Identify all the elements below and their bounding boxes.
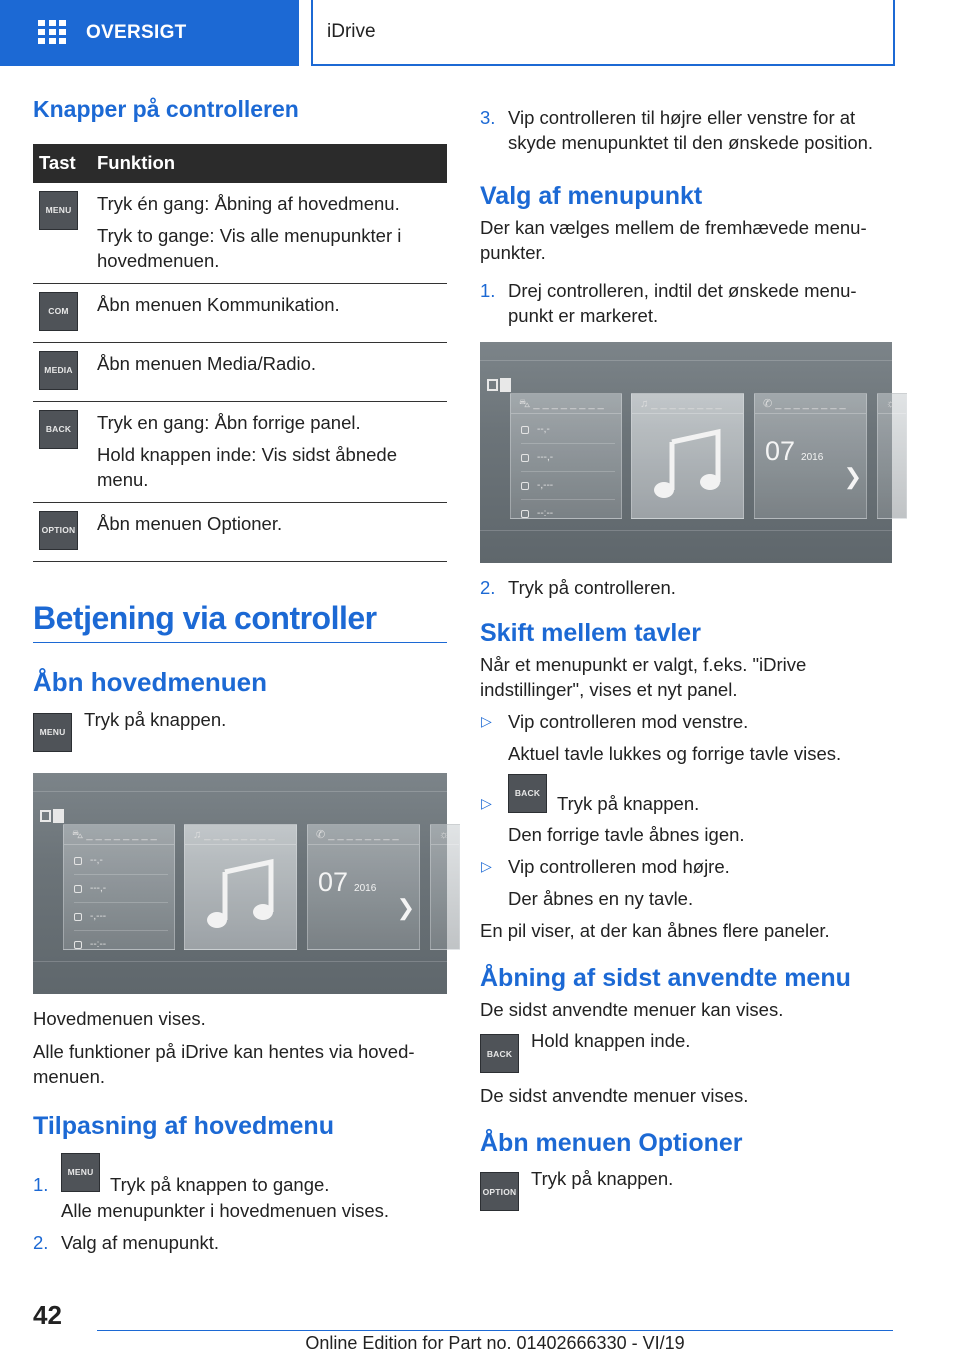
range-icon bbox=[521, 482, 529, 490]
table-row bbox=[33, 342, 447, 401]
tile-value: --:-- bbox=[90, 938, 107, 950]
options-instruction bbox=[480, 1168, 892, 1211]
menu-button[interactable]: MENU bbox=[61, 1153, 100, 1192]
back-button[interactable]: BACK bbox=[480, 1034, 519, 1073]
switch-text: Når et menupunkt er valgt, f.eks. "iDrive indstillinger", vises et nyt panel. bbox=[480, 654, 807, 700]
left-column bbox=[33, 96, 450, 1255]
car-icon: ⛍ _ _ _ _ _ _ _ _ bbox=[64, 825, 174, 845]
music-note-icon bbox=[201, 860, 281, 932]
main-menu-shown: Hovedmenuen vises. bbox=[33, 1007, 206, 1029]
step-number: 1. bbox=[33, 1173, 49, 1195]
com-button[interactable]: COM bbox=[39, 292, 78, 331]
speed-icon bbox=[74, 885, 82, 893]
date-display: 07 2016 bbox=[318, 866, 377, 897]
chevron-right-icon: ❯ bbox=[843, 464, 862, 489]
recent-key-text: Hold knappen inde. bbox=[531, 1030, 691, 1051]
page-header bbox=[0, 0, 960, 66]
recent-text: De sidst anvendte menuer kan vises. bbox=[480, 999, 784, 1020]
list-item bbox=[33, 1230, 447, 1255]
tile-value: ---,- bbox=[90, 882, 107, 894]
phone-icon: ✆ _ _ _ _ _ _ _ _ bbox=[755, 394, 866, 414]
right-column bbox=[480, 105, 897, 1211]
select-menu-screenshot bbox=[480, 342, 897, 563]
tile-value: --,- bbox=[90, 854, 103, 866]
bullet-text: Tryk på knappen. bbox=[557, 793, 700, 814]
chapter-header-title: iDrive bbox=[311, 0, 895, 66]
footer-divider bbox=[97, 1330, 893, 1331]
main-menu-functions: Alle funktioner på iDrive kan hentes via hoved-menuen. bbox=[33, 1040, 415, 1087]
tiles-icon bbox=[487, 376, 513, 394]
tiles-icon bbox=[40, 807, 66, 825]
section-title-customize-main-menu: Tilpasning af hovedmenu bbox=[33, 1111, 334, 1140]
section-title-select-menu-item: Valg af menupunkt bbox=[480, 182, 703, 210]
music-note-icon bbox=[648, 430, 728, 502]
list-item bbox=[480, 774, 892, 847]
clock-icon bbox=[74, 941, 82, 949]
triangle-bullet-icon: ▷ bbox=[481, 858, 492, 874]
table-header-function: Funktion bbox=[91, 144, 447, 183]
communication-tile[interactable] bbox=[754, 393, 867, 519]
tile-value: --:-- bbox=[537, 508, 554, 519]
fuel-icon bbox=[74, 857, 82, 865]
step-number: 2. bbox=[480, 577, 496, 598]
list-item bbox=[480, 105, 892, 155]
section-title-controller-buttons: Knapper på controlleren bbox=[33, 96, 299, 122]
list-item bbox=[33, 1153, 447, 1223]
menu-button[interactable]: MENU bbox=[33, 713, 72, 752]
speed-icon bbox=[521, 454, 529, 462]
table-row bbox=[33, 502, 447, 561]
tile-value: -,--- bbox=[90, 910, 107, 922]
media-button[interactable]: MEDIA bbox=[39, 351, 78, 390]
buttons-table bbox=[33, 144, 447, 562]
table-cell: Tryk en gang: Åbn forrige panel. bbox=[97, 411, 361, 433]
section-title-open-main-menu: Åbn hovedmenuen bbox=[33, 667, 268, 698]
vehicle-info-tile[interactable] bbox=[63, 824, 175, 950]
step-text: Vip controlleren til højre eller venstre for at skyde menupunktet til den ønskede position. bbox=[508, 107, 874, 153]
range-icon bbox=[74, 913, 82, 921]
bullet-text: Vip controlleren mod højre. bbox=[508, 856, 730, 877]
table-header-row bbox=[33, 144, 447, 183]
menu-button[interactable]: MENU bbox=[39, 191, 78, 230]
bullet-subtext: Den forrige tavle åbnes igen. bbox=[508, 824, 745, 845]
bullet-subtext: Aktuel tavle lukkes og forrige tavle vises. bbox=[508, 743, 842, 764]
options-text: Tryk på knappen. bbox=[531, 1168, 674, 1189]
table-row bbox=[33, 401, 447, 502]
open-main-instruction bbox=[33, 708, 447, 752]
triangle-bullet-icon: ▷ bbox=[481, 795, 492, 811]
option-button[interactable]: OPTION bbox=[480, 1172, 519, 1211]
back-button[interactable]: BACK bbox=[508, 774, 547, 813]
table-row bbox=[33, 183, 447, 284]
step-text: Tryk på knappen to gange. bbox=[110, 1173, 330, 1195]
select-text: Der kan vælges mellem de fremhævede menu-punkter. bbox=[480, 217, 867, 263]
table-cell: Tryk én gang: Åbning af hovedmenu. bbox=[97, 192, 400, 214]
option-button[interactable]: OPTION bbox=[39, 511, 78, 550]
table-cell: Åbn menuen Media/Radio. bbox=[97, 352, 317, 374]
settings-icon: ☼ bbox=[431, 825, 459, 845]
recent-after: De sidst anvendte menuer vises. bbox=[480, 1085, 749, 1106]
list-item bbox=[480, 854, 892, 911]
step-number: 2. bbox=[33, 1231, 49, 1253]
tile-value: ---,- bbox=[537, 452, 554, 463]
table-cell: Hold knappen inde: Vis sidst åbnede menu. bbox=[97, 443, 397, 490]
tile-value: -,--- bbox=[537, 480, 554, 491]
bullet-subtext: Der åbnes en ny tavle. bbox=[508, 888, 694, 909]
phone-icon: ✆ _ _ _ _ _ _ _ _ bbox=[308, 825, 419, 845]
chapter-title: Betjening via controller bbox=[33, 599, 377, 636]
section-title-options-menu: Åbn menuen Optioner bbox=[480, 1129, 743, 1157]
car-icon: ⛍ _ _ _ _ _ _ _ _ bbox=[511, 394, 621, 414]
step-text: Valg af menupunkt. bbox=[61, 1231, 220, 1253]
clock-icon bbox=[521, 510, 529, 518]
list-item bbox=[480, 575, 892, 600]
step-subtext: Alle menupunkter i hovedmenuen vises. bbox=[61, 1199, 390, 1221]
step-number: 3. bbox=[480, 107, 496, 128]
table-cell: Åbn menuen Optioner. bbox=[97, 512, 283, 534]
settings-icon: ☼ bbox=[878, 394, 906, 414]
next-tile[interactable] bbox=[877, 393, 907, 519]
communication-tile[interactable] bbox=[307, 824, 420, 950]
vehicle-info-tile[interactable] bbox=[510, 393, 622, 519]
back-button[interactable]: BACK bbox=[39, 410, 78, 449]
date-display: 07 2016 bbox=[765, 436, 824, 466]
step-number: 1. bbox=[480, 280, 496, 301]
step-text: Drej controlleren, indtil det ønskede menu-punkt er markeret. bbox=[508, 280, 857, 326]
fuel-icon bbox=[521, 426, 529, 434]
step-text: Tryk på controlleren. bbox=[508, 577, 676, 598]
next-tile[interactable] bbox=[430, 824, 460, 950]
triangle-bullet-icon: ▷ bbox=[481, 713, 492, 729]
open-main-text: Tryk på knappen. bbox=[84, 708, 227, 730]
table-cell: Åbn menuen Kommunikation. bbox=[97, 293, 340, 315]
table-header-key: Tast bbox=[33, 144, 91, 183]
music-note-icon: ♫ _ _ _ _ _ _ _ _ bbox=[632, 394, 743, 414]
tile-value: --,- bbox=[537, 424, 550, 435]
section-title-switch-panels: Skift mellem tavler bbox=[480, 619, 701, 647]
overview-tab-label: OVERSIGT bbox=[86, 22, 187, 43]
chevron-right-icon: ❯ bbox=[396, 894, 415, 920]
list-item bbox=[480, 709, 892, 766]
chapter-divider bbox=[33, 642, 447, 643]
recent-instruction bbox=[480, 1030, 892, 1073]
main-menu-screenshot bbox=[33, 773, 450, 994]
overview-tab[interactable] bbox=[0, 0, 299, 66]
list-item bbox=[480, 278, 892, 328]
arrow-text: En pil viser, at der kan åbnes flere paneler. bbox=[480, 920, 830, 941]
music-note-icon: ♫ _ _ _ _ _ _ _ _ bbox=[185, 825, 296, 845]
grid-icon bbox=[38, 20, 66, 46]
section-title-recent-menu: Åbning af sidst anvendte menu bbox=[480, 964, 851, 992]
page-number: 42 bbox=[33, 1300, 62, 1330]
table-cell: Tryk to gange: Vis alle menupunkter i hovedmenuen. bbox=[97, 224, 402, 271]
media-tile[interactable] bbox=[631, 393, 744, 519]
media-tile[interactable] bbox=[184, 824, 297, 950]
footer-edition: Online Edition for Part no. 01402666330 - VI/19 bbox=[305, 1333, 685, 1353]
bullet-text: Vip controlleren mod venstre. bbox=[508, 711, 749, 732]
table-row bbox=[33, 283, 447, 342]
